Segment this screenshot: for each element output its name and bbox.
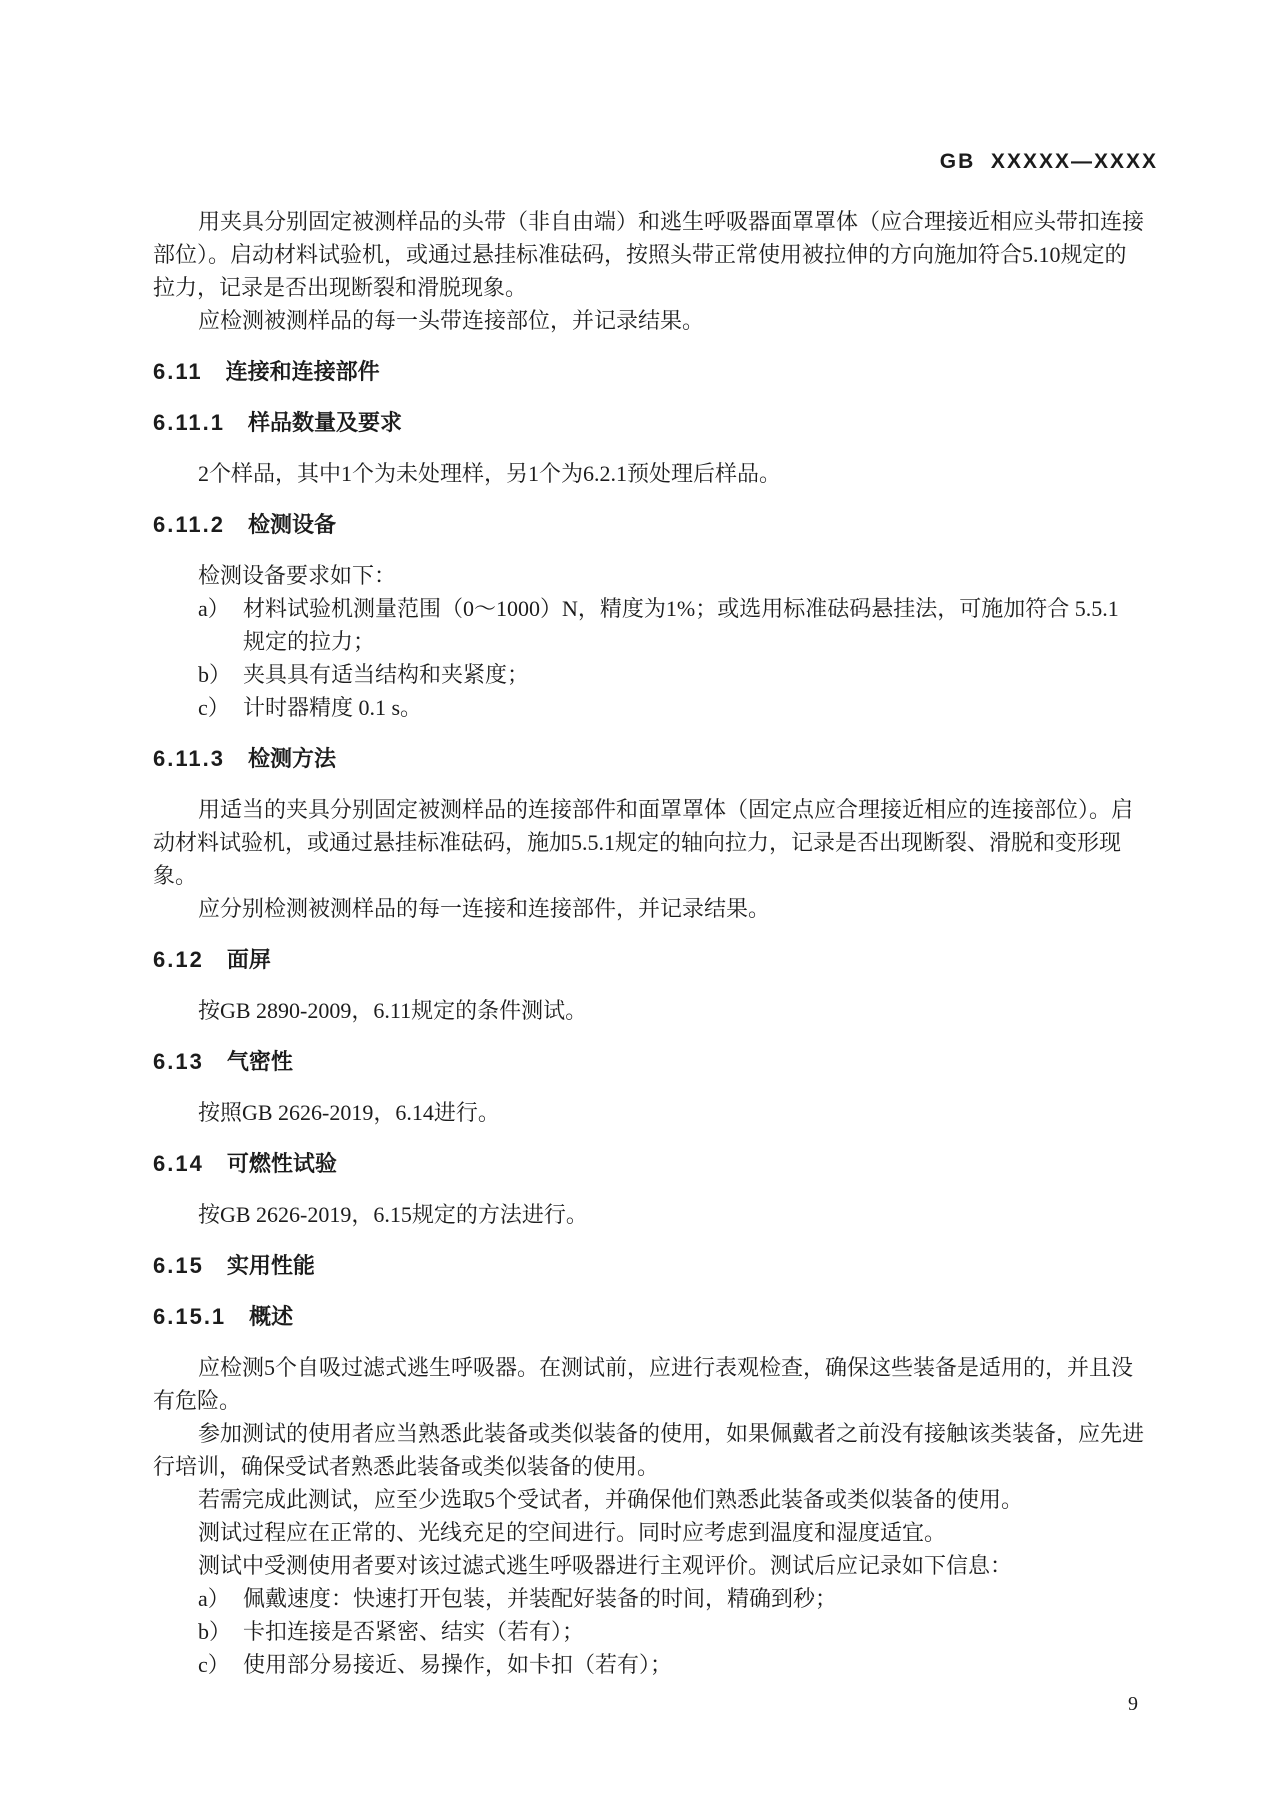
paragraph [153,457,1158,490]
section-title: 概述 [249,1304,294,1329]
paragraph-line: 有危险。 [153,1388,242,1413]
list-item-line [153,592,1158,625]
paragraph-line: 象。 [153,863,198,888]
paragraph [153,1198,1158,1231]
paragraph-line: 动材料试验机，或通过悬挂标准砝码，施加5.5.1规定的轴向拉力，记录是否出现断裂、滑脱和变形现 [153,830,1122,855]
paragraph-line: 应检测被测样品的每一头带连接部位，并记录结果。 [198,308,705,333]
standard-number-header: GB XXXXX—XXXX [939,150,1158,173]
list-item-line [153,1648,1158,1681]
section-title: 检测设备 [247,512,336,537]
list-item-marker: a） [198,596,230,621]
section-title: 气密性 [226,1049,293,1074]
list-item-line [153,1615,1158,1648]
list-item-text: 计时器精度 0.1 s。 [243,695,423,720]
section-heading [153,1045,1158,1078]
section-title: 面屏 [226,947,271,972]
section-heading [153,742,1158,775]
paragraph [153,1483,1158,1516]
list-item-marker: a） [198,1586,230,1611]
list-item [153,1582,1158,1615]
paragraph-line: 拉力，记录是否出现断裂和滑脱现象。 [153,275,528,300]
paragraph-line: 测试过程应在正常的、光线充足的空间进行。同时应考虑到温度和湿度适宜。 [198,1520,947,1545]
paragraph-line: 应检测5个自吸过滤式逃生呼吸器。在测试前，应进行表观检查，确保这些装备是适用的，并且没 [198,1355,1134,1380]
list-item [153,691,1158,724]
section-heading [153,406,1158,439]
paragraph [153,205,1158,304]
list-item-text: 夹具具有适当结构和夹紧度； [243,662,530,687]
section-heading [153,943,1158,976]
section-number: 6.14 [153,1151,204,1176]
section-number: 6.13 [153,1049,204,1074]
section-heading [153,1147,1158,1180]
list-item [153,592,1158,658]
paragraph [153,1096,1158,1129]
paragraph [153,892,1158,925]
paragraph-line: 部位）。启动材料试验机，或通过悬挂标准砝码，按照头带正常使用被拉伸的方向施加符合5.10规定的 [153,242,1127,267]
paragraph-line: 检测设备要求如下： [198,563,397,588]
paragraph [153,559,1158,592]
page-number: 9 [1128,1693,1138,1715]
section-title: 可燃性试验 [226,1151,337,1176]
section-title: 检测方法 [247,746,336,771]
paragraph [153,1417,1158,1483]
section-heading [153,355,1158,388]
section-heading [153,1300,1158,1333]
list-item-text: 卡扣连接是否紧密、结实（若有）； [243,1619,585,1644]
list-item-marker: c） [198,1652,230,1677]
section-heading [153,508,1158,541]
list-item-line [153,658,1158,691]
paragraph [153,1516,1158,1549]
section-number: 6.11 [153,359,203,384]
list-item-line [153,1582,1158,1615]
list-item-marker: b） [198,1619,232,1644]
list-item-text: 佩戴速度：快速打开包装，并装配好装备的时间，精确到秒； [243,1586,838,1611]
section-title: 连接和连接部件 [225,359,380,384]
list-item-marker: c） [198,695,230,720]
document-content [153,205,1158,1681]
section-heading [153,1249,1158,1282]
paragraph [153,1351,1158,1417]
paragraph [153,1549,1158,1582]
list-item [153,1615,1158,1648]
paragraph-line: 按GB 2890-2009，6.11规定的条件测试。 [198,998,588,1023]
paragraph-line: 参加测试的使用者应当熟悉此装备或类似装备的使用，如果佩戴者之前没有接触该类装备，应先进 [198,1421,1145,1446]
section-number: 6.15.1 [153,1304,227,1329]
paragraph [153,793,1158,892]
list-item [153,658,1158,691]
paragraph [153,994,1158,1027]
section-number: 6.11.3 [153,746,225,771]
paragraph-line: 按GB 2626-2019，6.15规定的方法进行。 [198,1202,588,1227]
paragraph-line: 2个样品，其中1个为未处理样，另1个为6.2.1预处理后样品。 [198,461,782,486]
section-number: 6.11.2 [153,512,225,537]
paragraph-line: 行培训，确保受试者熟悉此装备或类似装备的使用。 [153,1454,660,1479]
section-title: 样品数量及要求 [247,410,402,435]
section-title: 实用性能 [226,1253,315,1278]
section-number: 6.15 [153,1253,204,1278]
section-number: 6.12 [153,947,204,972]
paragraph-line: 测试中受测使用者要对该过滤式逃生呼吸器进行主观评价。测试后应记录如下信息： [198,1553,1013,1578]
section-number: 6.11.1 [153,410,225,435]
list-item-marker: b） [198,662,232,687]
paragraph-line: 用适当的夹具分别固定被测样品的连接部件和面罩罩体（固定点应合理接近相应的连接部位）。启 [198,797,1134,822]
paragraph-line: 应分别检测被测样品的每一连接和连接部件，并记录结果。 [198,896,771,921]
list-item [153,1648,1158,1681]
list-item-text: 材料试验机测量范围（0～1000）N，精度为1%；或选用标准砝码悬挂法，可施加符合 5.5.1 [243,596,1119,621]
list-item-line [153,691,1158,724]
paragraph-line: 若需完成此测试，应至少选取5个受试者，并确保他们熟悉此装备或类似装备的使用。 [198,1487,1024,1512]
paragraph-line: 用夹具分别固定被测样品的头带（非自由端）和逃生呼吸器面罩罩体（应合理接近相应头带扣连接 [198,209,1145,234]
list-item-text: 使用部分易接近、易操作，如卡扣（若有）； [243,1652,673,1677]
list-item-line [153,625,1158,658]
paragraph [153,304,1158,337]
paragraph-line: 按照GB 2626-2019，6.14进行。 [198,1100,500,1125]
list-item-text: 规定的拉力； [243,629,376,654]
